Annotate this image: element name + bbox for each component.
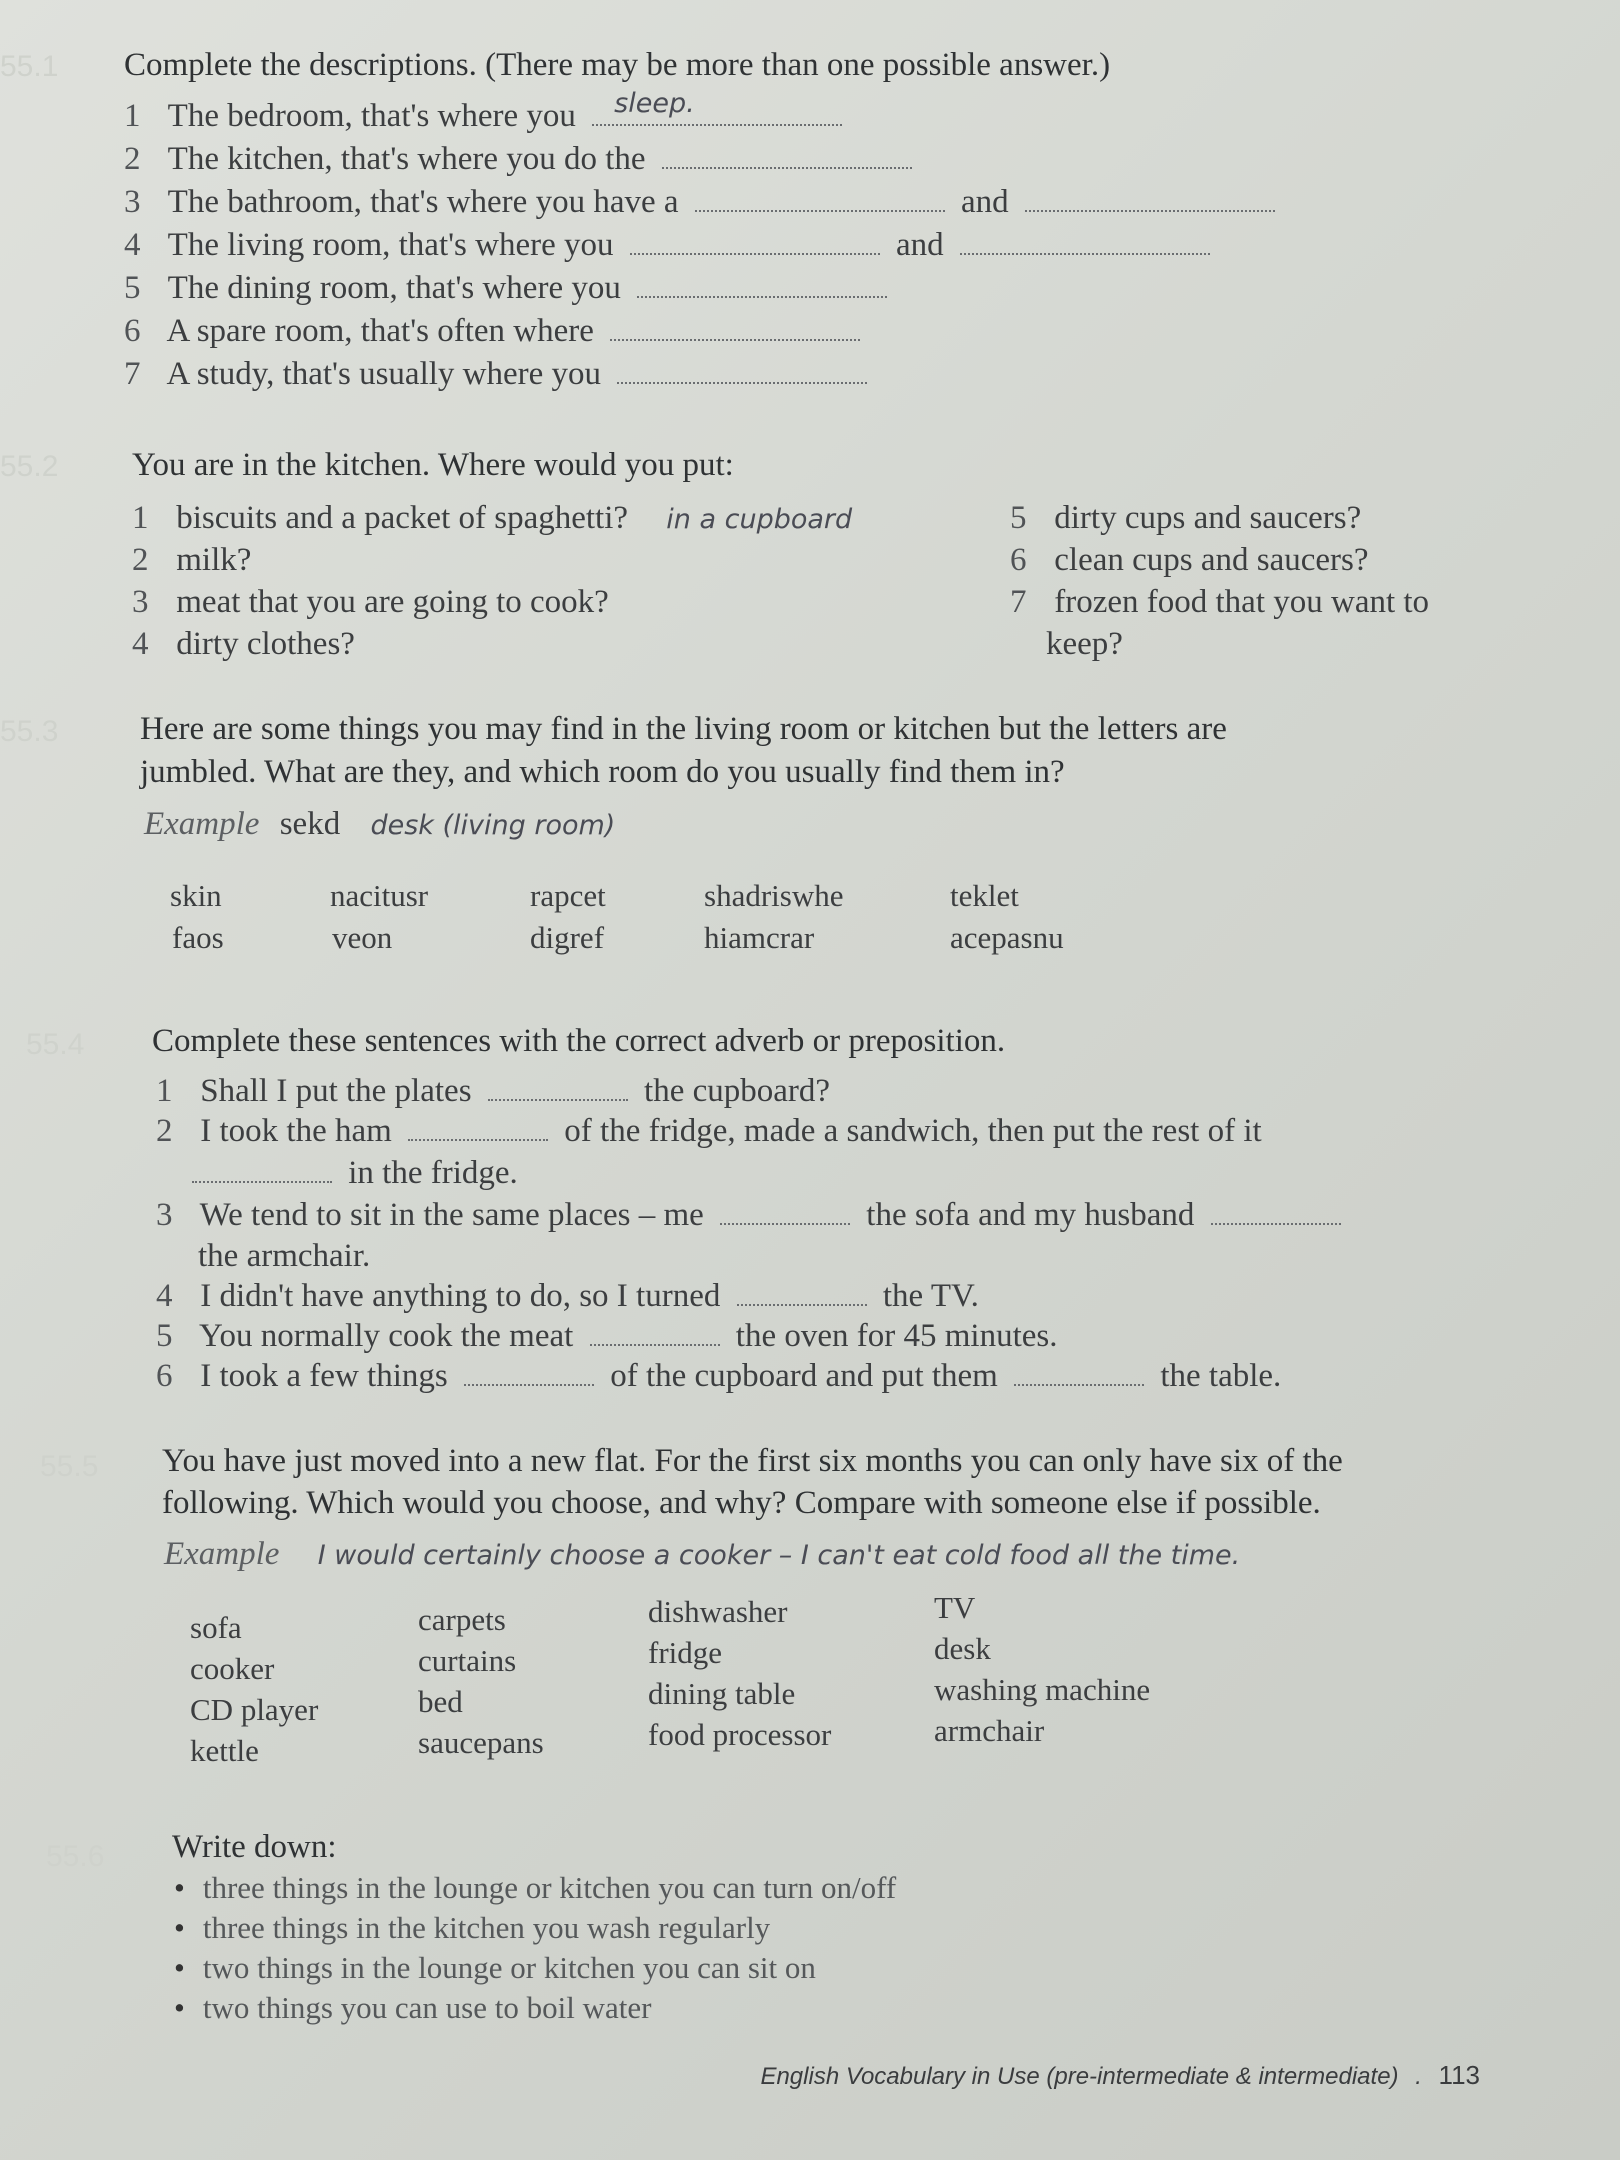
sentence-1	[156, 1073, 830, 1110]
item-number: 5	[1010, 500, 1027, 536]
option-item: food processor	[648, 1717, 832, 1752]
exercise-number: 55.2	[0, 450, 59, 483]
option-item: sofa	[190, 1610, 242, 1645]
exercise-number: 55.5	[40, 1450, 99, 1483]
answer-blank[interactable]	[610, 339, 860, 341]
sentence-text: in the fridge.	[348, 1155, 518, 1191]
item-text: The living room, that's where you	[167, 227, 614, 263]
item-number: 4	[124, 227, 141, 263]
sentence-text: the armchair.	[198, 1238, 371, 1274]
exercise-heading: Complete the descriptions. (There may be more than one possible answer.)	[124, 47, 1111, 83]
exercise-heading: You have just moved into a new flat. For the first six months you can only have six of the	[162, 1443, 1343, 1479]
item-text: The bedroom, that's where you	[167, 98, 576, 134]
item-number: 2	[124, 141, 141, 177]
answer-blank[interactable]	[695, 210, 945, 212]
exercise-number: 55.4	[26, 1028, 85, 1061]
answer-blank[interactable]	[1025, 210, 1275, 212]
exercise-heading-line2: following. Which would you choose, and why? Compare with someone else if possible.	[162, 1485, 1321, 1521]
page-number: 113	[1438, 2060, 1480, 2090]
item-text: frozen food that you want to	[1054, 584, 1430, 620]
example-word: sekd	[279, 806, 341, 842]
item-number: 3	[156, 1197, 173, 1233]
item-number: 7	[1010, 584, 1027, 620]
answer-blank[interactable]	[590, 1344, 720, 1346]
exercise-heading: Here are some things you may find in the living room or kitchen but the letters are	[140, 711, 1227, 747]
jumbled-word: faos	[172, 920, 224, 955]
answer-blank[interactable]	[488, 1099, 628, 1101]
item-text: milk?	[176, 542, 252, 578]
sentence-2-continued	[192, 1155, 518, 1192]
option-item: curtains	[418, 1643, 517, 1678]
jumbled-word: shadriswhe	[704, 878, 844, 913]
item-number: 5	[156, 1318, 173, 1354]
jumbled-word: nacitusr	[330, 878, 429, 913]
option-item: dishwasher	[648, 1594, 788, 1629]
handwritten-answer: in a cupboard	[666, 504, 853, 535]
sentence-text: You normally cook the meat	[199, 1318, 574, 1354]
sentence-text: I didn't have anything to do, so I turned	[200, 1278, 721, 1314]
item-number: 3	[124, 184, 141, 220]
item-3	[132, 584, 609, 621]
example-line	[164, 1536, 1240, 1573]
item-text: The kitchen, that's where you do the	[167, 141, 646, 177]
example-label: Example	[164, 1536, 280, 1572]
answer-blank[interactable]	[408, 1139, 548, 1141]
item-number: 1	[132, 500, 149, 536]
item-number: 1	[156, 1073, 173, 1109]
item-text: The dining room, that's where you	[167, 270, 621, 306]
item-2	[124, 141, 920, 178]
item-7-continued	[1046, 626, 1123, 663]
item-text: keep?	[1046, 626, 1123, 662]
item-number: 4	[156, 1278, 173, 1314]
item-7	[1010, 584, 1429, 621]
sentence-text: of the cupboard and put them	[610, 1358, 998, 1394]
handwritten-answer: I would certainly choose a cooker – I can't eat cold food all the time.	[317, 1540, 1241, 1571]
jumbled-word: skin	[170, 878, 222, 913]
answer-blank[interactable]	[960, 253, 1210, 255]
handwritten-answer: desk (living room)	[370, 810, 616, 841]
answer-blank[interactable]	[1211, 1223, 1341, 1225]
option-item: kettle	[190, 1733, 259, 1768]
answer-blank[interactable]	[592, 88, 842, 126]
option-item: TV	[934, 1590, 976, 1625]
item-text: dirty clothes?	[176, 626, 355, 662]
item-6	[1010, 542, 1369, 579]
item-text: dirty cups and saucers?	[1054, 500, 1362, 536]
item-number: 7	[124, 356, 141, 392]
item-7	[124, 356, 875, 393]
item-4	[124, 227, 1218, 264]
item-text: A study, that's usually where you	[166, 356, 602, 392]
sentence-text: I took the ham	[200, 1113, 392, 1149]
exercise-heading: You are in the kitchen. Where would you put:	[132, 447, 734, 483]
and-word: and	[896, 227, 944, 263]
item-1	[124, 88, 850, 135]
option-item: cooker	[190, 1651, 275, 1686]
jumbled-word: hiamcrar	[704, 920, 815, 955]
sentence-text: I took a few things	[200, 1358, 448, 1394]
option-item: bed	[418, 1684, 463, 1719]
sentence-text: the table.	[1160, 1358, 1282, 1394]
exercise-number: 55.3	[0, 715, 59, 748]
answer-blank[interactable]	[630, 253, 880, 255]
option-item: desk	[934, 1631, 991, 1666]
answer-blank[interactable]	[617, 382, 867, 384]
sentence-4	[156, 1278, 979, 1315]
option-item: armchair	[934, 1713, 1045, 1748]
example-label: Example	[144, 806, 260, 842]
answer-blank[interactable]	[192, 1181, 332, 1183]
item-number: 6	[124, 313, 141, 349]
answer-blank[interactable]	[637, 296, 887, 298]
sentence-text: We tend to sit in the same places – me	[199, 1197, 704, 1233]
sentence-3-continued	[198, 1238, 370, 1275]
item-number: 6	[156, 1358, 173, 1394]
option-item: washing machine	[934, 1672, 1151, 1707]
sentence-3	[156, 1197, 1349, 1234]
item-5	[124, 270, 895, 307]
sentence-2	[156, 1113, 1262, 1150]
answer-blank[interactable]	[737, 1304, 867, 1306]
item-number: 2	[132, 542, 149, 578]
bullet-item: • two things you can use to boil water	[174, 1990, 651, 2026]
exercise-heading: Complete these sentences with the correct adverb or preposition.	[152, 1023, 1006, 1059]
item-4	[132, 626, 355, 663]
item-text: biscuits and a packet of spaghetti?	[176, 500, 629, 536]
item-text: meat that you are going to cook?	[176, 584, 609, 620]
sentence-text: of the fridge, made a sandwich, then put the rest of it	[564, 1113, 1262, 1149]
jumbled-word: digref	[530, 920, 605, 955]
option-item: fridge	[648, 1635, 723, 1670]
bullet-item: • three things in the kitchen you wash regularly	[174, 1910, 770, 1946]
item-1	[132, 500, 852, 537]
sentence-text: Shall I put the plates	[200, 1073, 472, 1109]
option-item: carpets	[418, 1602, 506, 1637]
bullet-item: • two things in the lounge or kitchen you can sit on	[174, 1950, 816, 1986]
sentence-text: the cupboard?	[644, 1073, 831, 1109]
item-3	[124, 184, 1283, 221]
sentence-6	[156, 1358, 1281, 1395]
answer-blank[interactable]	[1014, 1384, 1144, 1386]
jumbled-word: veon	[332, 920, 393, 955]
item-2	[132, 542, 251, 579]
option-item: saucepans	[418, 1725, 544, 1760]
example-line	[144, 806, 615, 843]
exercise-number: 55.1	[0, 50, 59, 83]
item-5	[1010, 500, 1361, 537]
answer-blank[interactable]	[464, 1384, 594, 1386]
answer-blank[interactable]	[662, 167, 912, 169]
jumbled-word: teklet	[950, 878, 1019, 913]
book-title: English Vocabulary in Use (pre-intermediate & intermediate)	[760, 2063, 1399, 2090]
option-item: CD player	[190, 1692, 319, 1727]
option-item: dining table	[648, 1676, 796, 1711]
answer-blank[interactable]	[720, 1223, 850, 1225]
exercise-heading-line2: jumbled. What are they, and which room do you usually find them in?	[140, 754, 1065, 790]
jumbled-word: rapcet	[530, 878, 606, 913]
item-number: 3	[132, 584, 149, 620]
item-number: 6	[1010, 542, 1027, 578]
sentence-text: the TV.	[882, 1278, 979, 1314]
sentence-text: the sofa and my husband	[866, 1197, 1195, 1233]
item-number: 5	[124, 270, 141, 306]
sentence-text: the oven for 45 minutes.	[735, 1318, 1058, 1354]
exercise-heading: Write down:	[172, 1829, 337, 1865]
item-6	[124, 313, 868, 350]
item-text: A spare room, that's often where	[166, 313, 594, 349]
handwritten-answer: sleep.	[614, 88, 695, 119]
exercise-number: 55.6	[46, 1840, 105, 1873]
item-number: 2	[156, 1113, 173, 1149]
page-footer: English Vocabulary in Use (pre-intermediate & intermediate) . 113	[760, 2060, 1480, 2090]
sentence-5	[156, 1318, 1057, 1355]
item-text: The bathroom, that's where you have a	[167, 184, 679, 220]
bullet-item: • three things in the lounge or kitchen you can turn on/off	[174, 1870, 896, 1906]
jumbled-word: acepasnu	[950, 920, 1064, 955]
item-text: clean cups and saucers?	[1054, 542, 1369, 578]
and-word: and	[961, 184, 1009, 220]
item-number: 4	[132, 626, 149, 662]
item-number: 1	[124, 98, 141, 134]
